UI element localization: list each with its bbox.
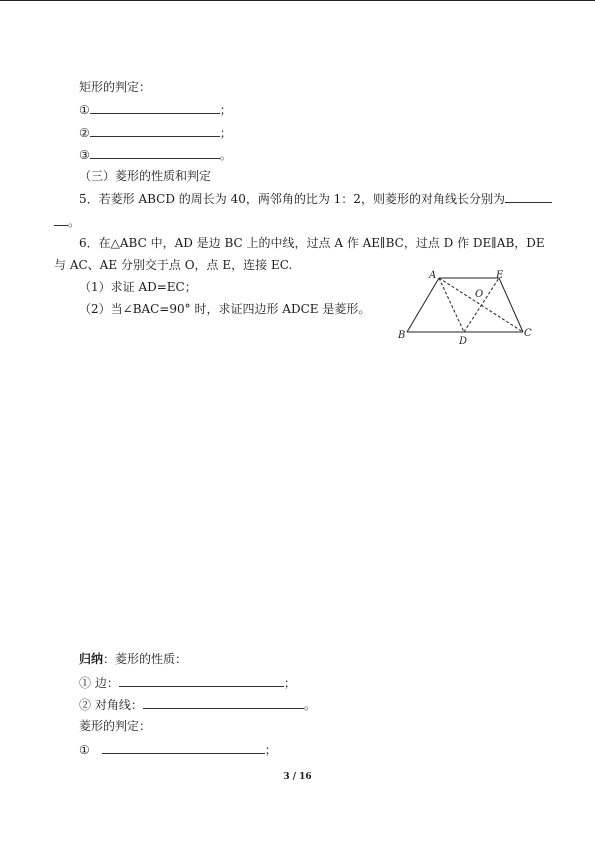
- question-5-text: 5．若菱形 ABCD 的周长为 40，两邻角的比为 1：2，则菱形的对角线长分别为: [79, 190, 552, 207]
- answer-blank[interactable]: [505, 190, 552, 203]
- question-6-part-2: （2）当∠BAC=90° 时，求证四边形 ADCE 是菱形。: [79, 302, 371, 316]
- segment-DE: [464, 278, 499, 332]
- label-O: O: [475, 289, 484, 300]
- question-6-part-1: （1）求证 AD=EC；: [79, 280, 197, 294]
- item-end: 。: [219, 148, 232, 162]
- answer-blank[interactable]: [54, 213, 68, 226]
- item-marker: ③: [79, 148, 90, 162]
- answer-blank[interactable]: [90, 124, 220, 137]
- question-5-continuation: 。: [54, 213, 80, 230]
- segment-AB: [407, 278, 439, 332]
- answer-blank[interactable]: [102, 741, 265, 754]
- answer-blank[interactable]: [90, 101, 220, 114]
- rect-judgement-item-1: [79, 101, 232, 118]
- page-top-rule: [0, 0, 595, 1]
- page-number: 3 / 16: [283, 772, 312, 782]
- label-D: D: [459, 336, 468, 347]
- rhombus-judgement-title: 菱形的判定：: [79, 719, 152, 733]
- label-C: C: [524, 328, 532, 339]
- rect-judgement-item-3: [79, 146, 232, 163]
- section-title: （三）菱形的性质和判定: [79, 169, 212, 183]
- rect-judgement-title: 矩形的判定：: [79, 80, 152, 94]
- item-marker: ②: [79, 126, 90, 140]
- item-end: ；: [219, 103, 232, 117]
- summary-edge: ① 边： ；: [79, 676, 296, 690]
- label-A: A: [429, 270, 437, 281]
- label-B: B: [398, 330, 406, 341]
- geometry-figure: [395, 268, 540, 350]
- rhombus-judgement-item-1: ① ；: [79, 743, 277, 757]
- summary-heading-bold: 归纳: [79, 652, 104, 666]
- question-6-line-2: 与 AC、AE 分别交于点 O，点 E，连接 EC.: [54, 258, 293, 272]
- answer-blank[interactable]: [119, 674, 284, 687]
- label-E: E: [496, 270, 504, 281]
- question-6-line-1: 6．在△ABC 中，AD 是边 BC 上的中线，过点 A 作 AE∥BC，过点 D 作 DE∥AB，DE: [79, 236, 545, 250]
- item-end: ；: [219, 126, 232, 140]
- rect-judgement-item-2: [79, 124, 232, 141]
- segment-AD: [439, 278, 464, 332]
- summary-diagonal: ② 对角线： 。: [79, 698, 316, 712]
- item-marker: ①: [79, 103, 90, 117]
- answer-blank[interactable]: [90, 146, 220, 159]
- answer-blank[interactable]: [143, 696, 304, 709]
- summary-heading: 归纳：菱形的性质：: [79, 652, 188, 666]
